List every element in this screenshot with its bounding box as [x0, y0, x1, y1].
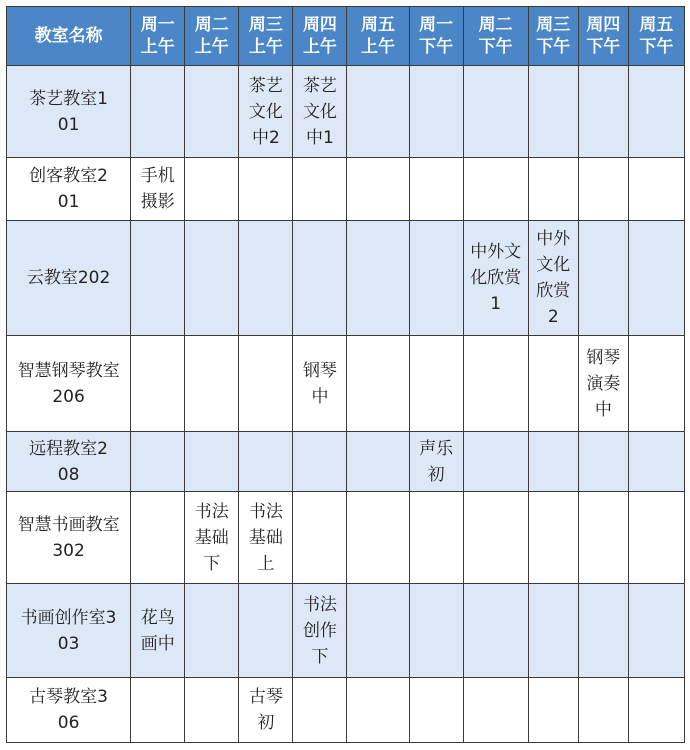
schedule-cell: [131, 66, 185, 158]
schedule-cell: [185, 678, 239, 743]
schedule-cell: [409, 66, 463, 158]
room-name: 书画创作室303: [20, 607, 117, 654]
schedule-cell: [293, 66, 347, 158]
schedule-cell: [131, 336, 185, 432]
course-name: 书法基础下: [194, 501, 229, 574]
schedule-cell: [578, 678, 628, 743]
room-name: 茶艺教室101: [29, 88, 108, 135]
column-header: [528, 7, 578, 66]
table-row: [7, 221, 685, 336]
column-header: [409, 7, 463, 66]
schedule-cell: [409, 678, 463, 743]
column-header-label: 周五下午: [639, 15, 674, 57]
course-name: 茶艺文化中2: [248, 75, 283, 148]
schedule-cell: [185, 66, 239, 158]
schedule-cell: [528, 66, 578, 158]
column-header-label: 周二上午: [194, 15, 229, 57]
schedule-cell: [628, 492, 684, 584]
schedule-cell: [185, 221, 239, 336]
column-header: [578, 7, 628, 66]
schedule-cell: [628, 66, 684, 158]
schedule-cell: [463, 432, 528, 492]
schedule-cell: [578, 584, 628, 678]
schedule-cell: [528, 678, 578, 743]
column-header: [628, 7, 684, 66]
column-header-label: 周一上午: [140, 15, 175, 57]
course-name: 手机摄影: [140, 166, 175, 212]
table-row: [7, 158, 685, 221]
course-name: 书法基础上: [248, 501, 283, 574]
room-name-cell: [7, 158, 131, 221]
schedule-cell: [347, 158, 409, 221]
classroom-schedule-table: [6, 6, 685, 743]
room-name-cell: [7, 66, 131, 158]
schedule-cell: [578, 432, 628, 492]
schedule-cell: [131, 492, 185, 584]
room-name-cell: [7, 678, 131, 743]
column-header: [131, 7, 185, 66]
header-row: [7, 7, 685, 66]
schedule-cell: [409, 492, 463, 584]
course-name: 花鸟画中: [140, 607, 175, 654]
schedule-cell: [528, 492, 578, 584]
schedule-cell: [528, 336, 578, 432]
schedule-cell: [628, 158, 684, 221]
schedule-cell: [463, 336, 528, 432]
course-name: 古琴初: [248, 687, 283, 733]
schedule-cell: [347, 66, 409, 158]
column-header: [347, 7, 409, 66]
room-name-cell: [7, 432, 131, 492]
column-header-room: 教室名称: [7, 7, 131, 66]
schedule-cell: [131, 221, 185, 336]
schedule-cell: [185, 432, 239, 492]
schedule-cell: [293, 584, 347, 678]
column-header-label: 周五上午: [361, 15, 396, 57]
schedule-cell: [578, 158, 628, 221]
schedule-cell: [131, 432, 185, 492]
schedule-cell: [347, 336, 409, 432]
room-name-cell: [7, 336, 131, 432]
column-header-label: 周二下午: [478, 15, 513, 57]
schedule-cell: [293, 492, 347, 584]
schedule-cell: [239, 158, 293, 221]
schedule-cell: [293, 678, 347, 743]
schedule-cell: [578, 492, 628, 584]
column-header: [185, 7, 239, 66]
course-name: 钢琴演奏中: [586, 347, 621, 420]
schedule-cell: [293, 158, 347, 221]
schedule-cell: [528, 432, 578, 492]
table-row: [7, 432, 685, 492]
column-header-label: 周一下午: [419, 15, 454, 57]
schedule-cell: [185, 158, 239, 221]
schedule-cell: [409, 584, 463, 678]
schedule-cell: [409, 158, 463, 221]
column-header-label: 周三下午: [536, 15, 571, 57]
schedule-cell: [628, 432, 684, 492]
schedule-cell: [131, 158, 185, 221]
schedule-cell: [239, 66, 293, 158]
table-row: [7, 336, 685, 432]
room-name: 创客教室201: [29, 166, 108, 212]
schedule-cell: [628, 584, 684, 678]
schedule-cell: [347, 432, 409, 492]
table-row: [7, 584, 685, 678]
schedule-cell: [628, 336, 684, 432]
room-name: 远程教室208: [29, 438, 108, 485]
table-row: [7, 678, 685, 743]
schedule-cell: [463, 66, 528, 158]
schedule-cell: [239, 336, 293, 432]
room-name: 智慧钢琴教室206: [17, 360, 120, 407]
schedule-cell: [528, 158, 578, 221]
schedule-cell: [131, 584, 185, 678]
schedule-cell: [239, 221, 293, 336]
schedule-cell: [185, 336, 239, 432]
schedule-cell: [239, 432, 293, 492]
schedule-cell: [463, 678, 528, 743]
schedule-cell: [463, 158, 528, 221]
schedule-cell: [409, 432, 463, 492]
column-header-label: 周四上午: [302, 15, 337, 57]
schedule-cell: [628, 221, 684, 336]
schedule-cell: [578, 336, 628, 432]
schedule-cell: [239, 492, 293, 584]
schedule-body: [7, 66, 685, 743]
schedule-cell: [293, 221, 347, 336]
course-name: 声乐初: [419, 438, 454, 485]
schedule-cell: [347, 584, 409, 678]
schedule-cell: [347, 221, 409, 336]
course-name: 茶艺文化中1: [302, 75, 337, 148]
room-name-cell: [7, 221, 131, 336]
column-header-label: 周四下午: [586, 15, 621, 57]
schedule-cell: [463, 492, 528, 584]
column-header: [239, 7, 293, 66]
schedule-cell: [578, 66, 628, 158]
course-name: 钢琴中: [302, 360, 337, 407]
table-row: [7, 492, 685, 584]
schedule-cell: [463, 584, 528, 678]
schedule-cell: [578, 221, 628, 336]
schedule-cell: [131, 678, 185, 743]
room-name: 云教室202: [26, 268, 111, 288]
column-header: [293, 7, 347, 66]
course-name: 中外文化欣赏2: [536, 229, 571, 327]
room-name: 古琴教室306: [29, 687, 108, 733]
room-name: 智慧书画教室302: [17, 514, 120, 561]
schedule-cell: [293, 432, 347, 492]
schedule-cell: [409, 336, 463, 432]
room-name-cell: [7, 492, 131, 584]
schedule-cell: [463, 221, 528, 336]
schedule-cell: [409, 221, 463, 336]
schedule-cell: [239, 584, 293, 678]
schedule-cell: [528, 584, 578, 678]
schedule-cell: [293, 336, 347, 432]
schedule-cell: [347, 678, 409, 743]
schedule-cell: [185, 584, 239, 678]
course-name: 书法创作下: [302, 594, 337, 667]
schedule-cell: [185, 492, 239, 584]
schedule-cell: [239, 678, 293, 743]
room-name-cell: [7, 584, 131, 678]
table-row: [7, 66, 685, 158]
schedule-cell: [347, 492, 409, 584]
course-name: 中外文化欣赏1: [470, 242, 522, 314]
schedule-cell: [528, 221, 578, 336]
column-header-label: 周三上午: [248, 15, 283, 57]
column-header: [463, 7, 528, 66]
schedule-cell: [628, 678, 684, 743]
